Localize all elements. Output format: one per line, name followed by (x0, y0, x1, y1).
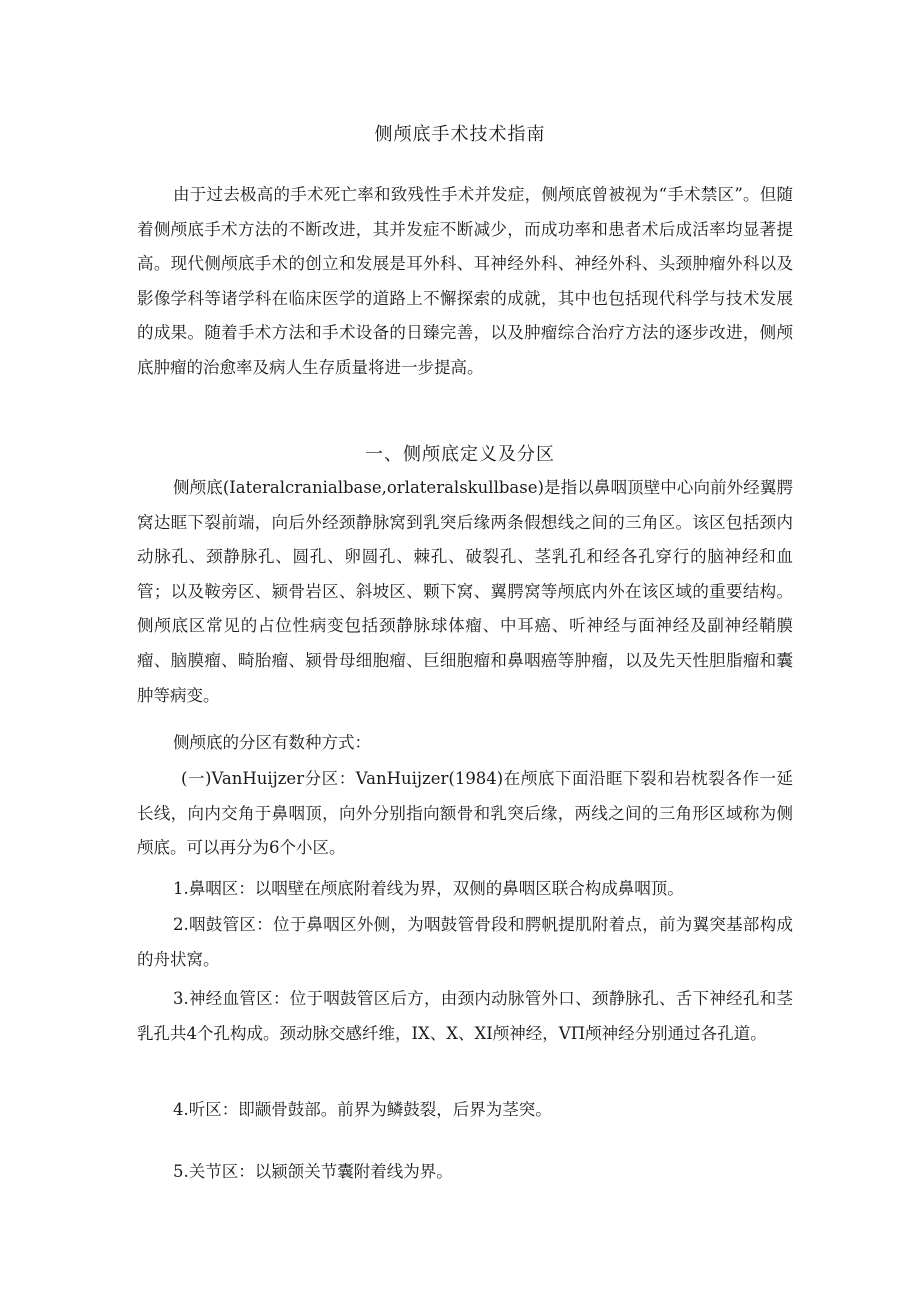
classification-intro: 侧颅底的分区有数种方式： (173, 733, 371, 752)
vanhuijzer-paragraph: (一)VanHuijzer分区：VanHuijzer(1984)在颅底下面沿眶下裂和岩枕裂各作一延长线，向内交角于鼻咽顶，向外分别指向额骨和乳突后缘，两线之间的三角形区域称为侧颅底。可以再分为6个小区。 (137, 769, 793, 858)
list-item: 1.鼻咽区：以咽壁在颅底附着线为界，双侧的鼻咽区联合构成鼻咽顶。 (173, 879, 684, 898)
definition-paragraph: 侧颅底(Iateralcranialbase,orlateralskullbase)是指以鼻咽顶壁中心向前外经翼腭窝达眶下裂前端，向后外经颈静脉窝到乳突后缘两条假想线之间的三角区。该区包括颈内动脉孔、颈静脉孔、圆孔、卵圆孔、棘孔、破裂孔、茎乳孔和经各孔穿行的脑神经和血管；以及鞍旁区、颍骨岩区、斜坡区、颗下窝、翼腭窝等颅底内外在该区域的重要结构。侧颅底区常见的占位性病变包括颈静脉球体瘤、中耳癌、听神经与面神经及副神经鞘膜瘤、脑膜瘤、畸胎瘤、颍骨母细胞瘤、巨细胞瘤和鼻咽癌等肿瘤，以及先天性胆脂瘤和囊肿等病变。 (137, 478, 793, 705)
list-item: 2.咽鼓管区：位于鼻咽区外侧，为咽鼓管骨段和腭帆提肌附着点，前为翼突基部构成的舟状窝。 (137, 915, 793, 969)
list-item: 5.关节区：以颍颌关节囊附着线为界。 (173, 1162, 453, 1181)
section-heading: 一、侧颅底定义及分区 (365, 444, 555, 465)
document-title: 侧颅底手术技术指南 (374, 124, 546, 145)
intro-paragraph: 由于过去极高的手术死亡率和致残性手术并发症，侧颅底曾被视为“手术禁区”。但随着侧颅底手术方法的不断改进，其并发症不断减少，而成功率和患者术后成活率均显著提高。现代侧颅底手术的创立和发展是耳外科、耳神经外科、神经外科、头颈肿瘤外科以及影像学科等诸学科在临床医学的道路上不懈探索的成就，其中也包括现代科学与技术发展的成果。随着手术方法和手术设备的日臻完善，以及肿瘤综合治疗方法的逐步改进，侧颅底肿瘤的治愈率及病人生存质量将进一步提高。 (137, 185, 793, 377)
list-item: 3.神经血管区：位于咽鼓管区后方，由颈内动脉管外口、颈静脉孔、舌下神经孔和茎乳孔共4个孔构成。颈动脉交感纤维，IX、X、XI颅神经，VΠ颅神经分别通过各孔道。 (137, 989, 793, 1043)
list-item: 4.听区：即颛骨鼓部。前界为鳞鼓裂，后界为茎突。 (173, 1100, 552, 1119)
